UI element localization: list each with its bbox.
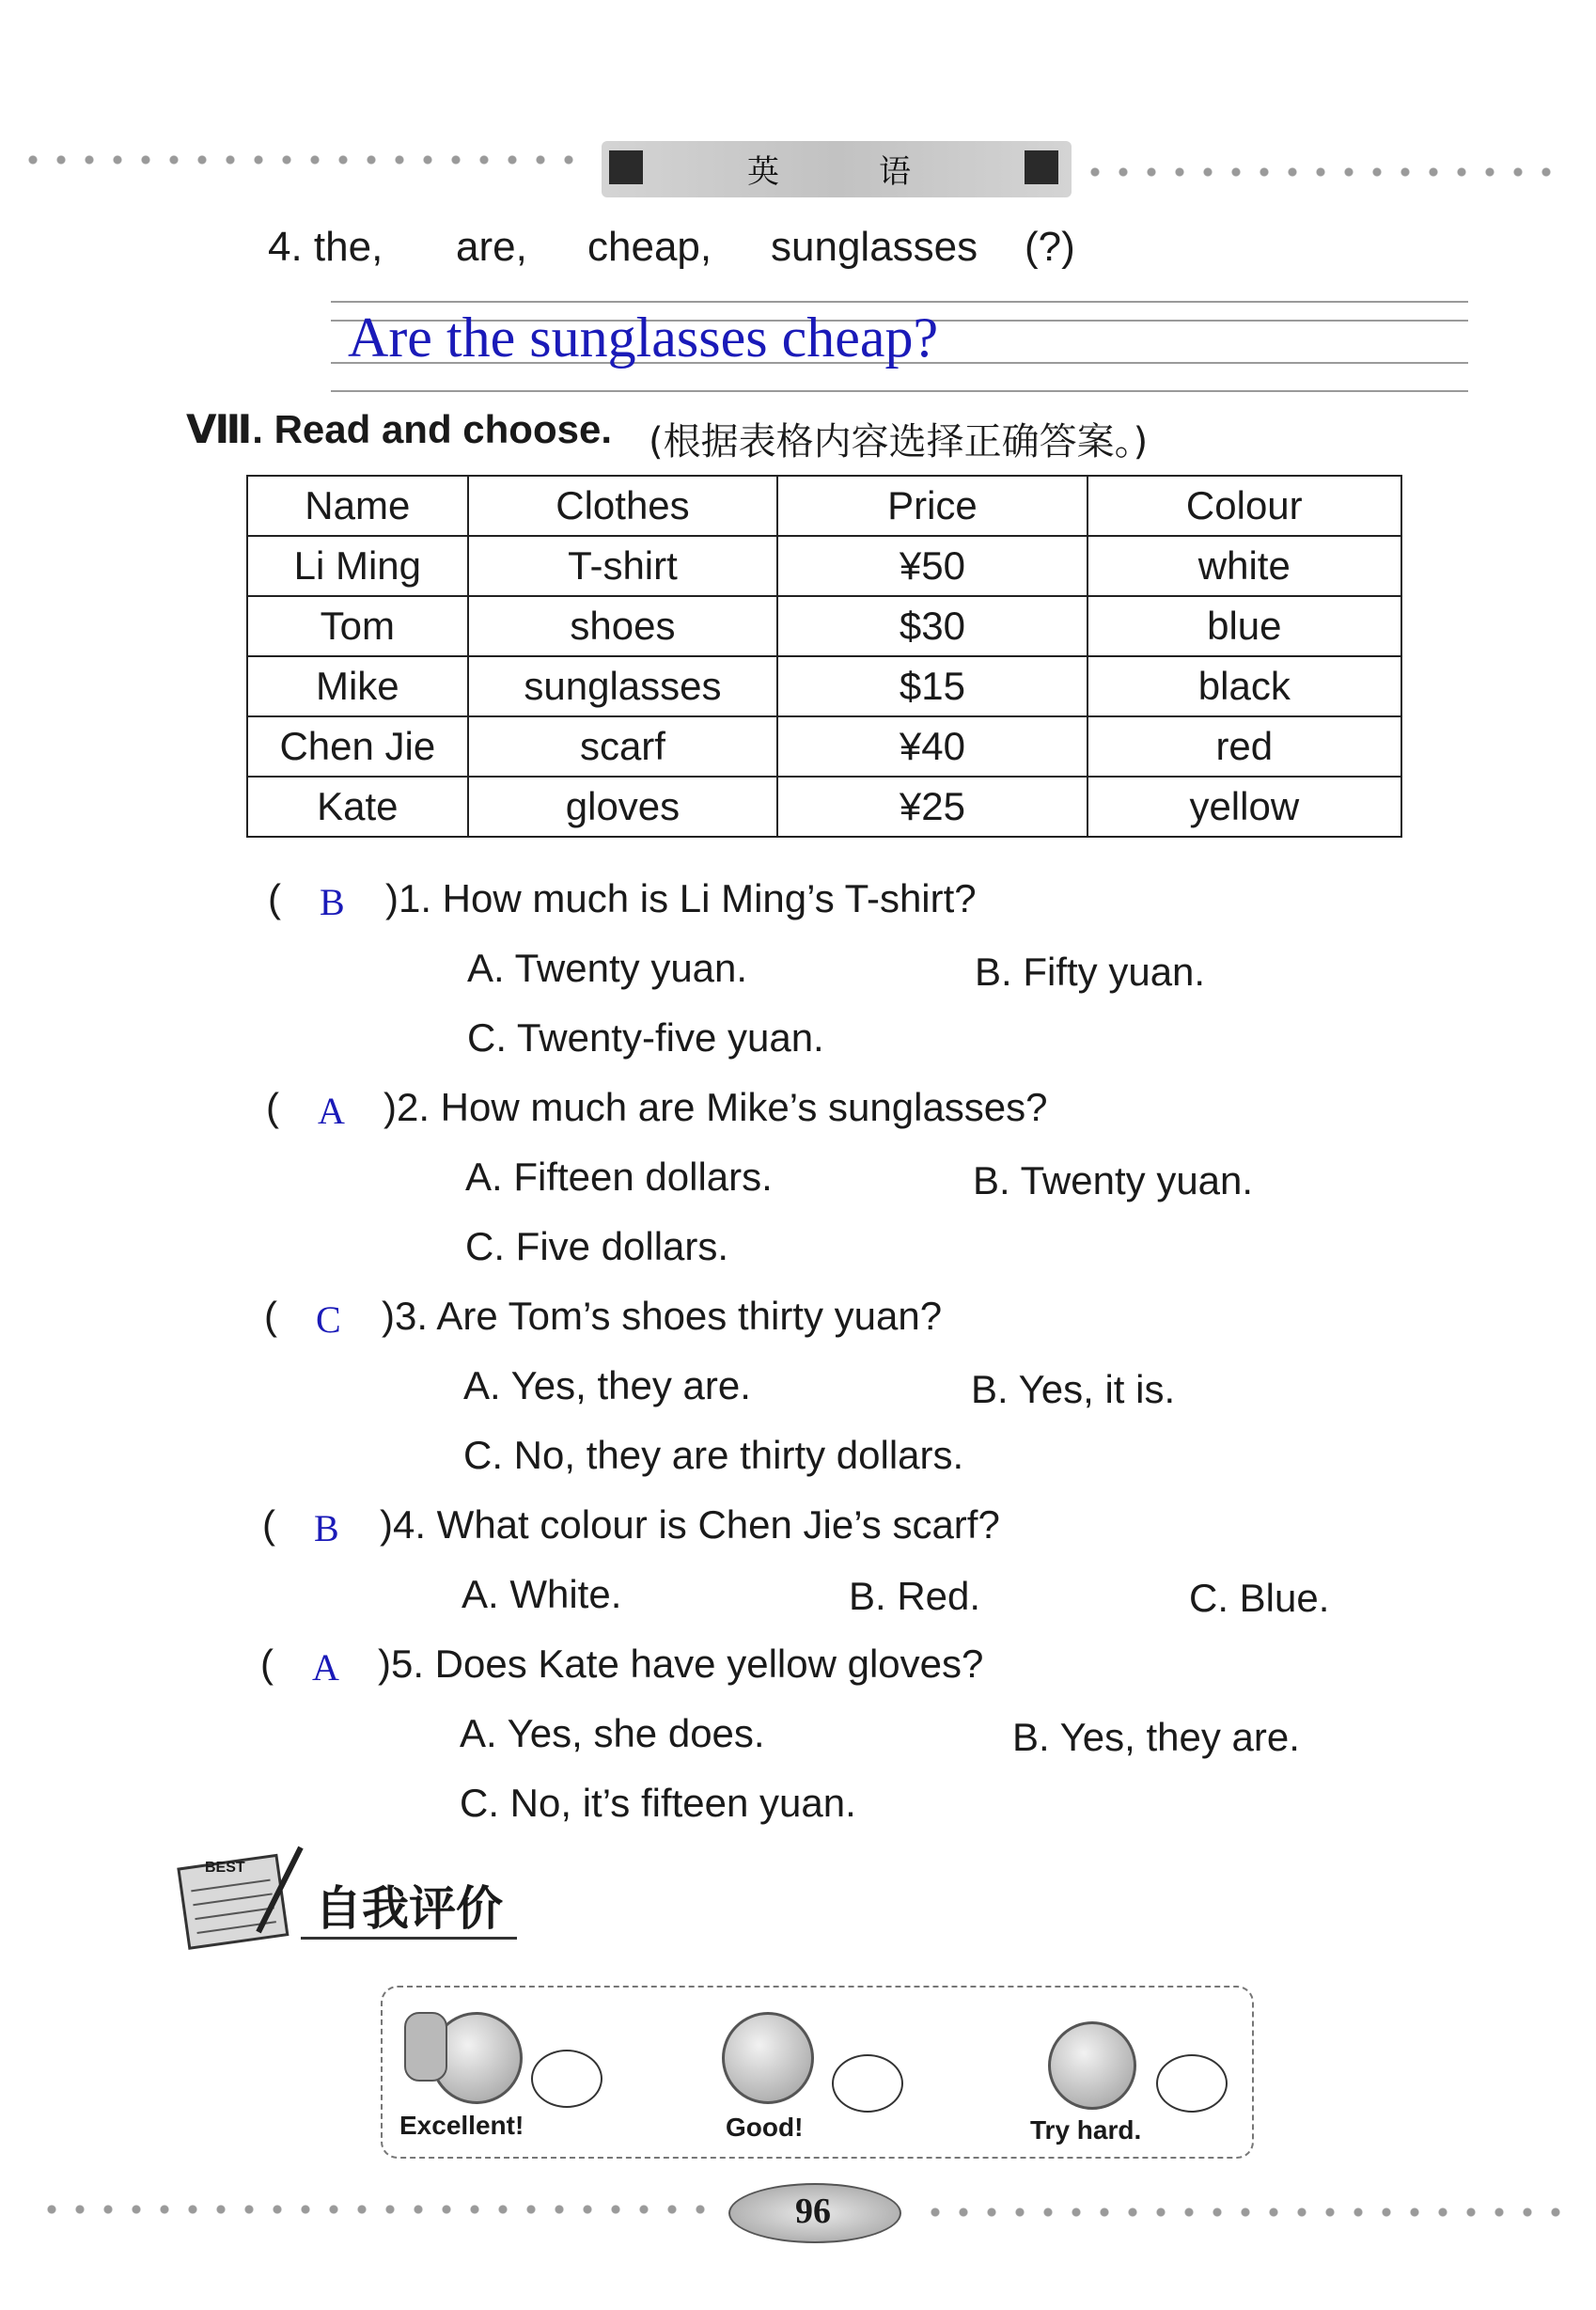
table-row <box>247 536 1401 596</box>
table-cell: shoes <box>468 596 778 656</box>
table-header-cell: Colour <box>1087 476 1401 536</box>
option-b[interactable]: B. Fifty yuan. <box>975 950 1206 994</box>
q4-answer: Are the sunglasses cheap? <box>348 306 939 369</box>
question-text: )1. How much is Li Ming’s T-shirt? <box>385 876 977 920</box>
page-number: 96 <box>795 2192 831 2231</box>
question-text: )4. What colour is Chen Jie’s scarf? <box>380 1502 1000 1547</box>
table-cell: $30 <box>777 596 1087 656</box>
table-row <box>247 777 1401 837</box>
answer-paren: ( <box>264 1294 277 1338</box>
rating-circle-excellent[interactable] <box>531 2050 602 2108</box>
header-dots-right <box>1081 167 1551 177</box>
answer-paren: ( <box>268 876 281 920</box>
table-cell: $15 <box>777 656 1087 716</box>
table-row <box>247 716 1401 777</box>
table-header-row <box>247 476 1401 536</box>
section-subtitle: (根据表格内容选择正确答案。) <box>649 420 1149 464</box>
clothes-table <box>246 475 1402 838</box>
self-eval-underline <box>301 1937 517 1940</box>
table-cell: ¥40 <box>777 716 1087 777</box>
option-c[interactable]: C. Five dollars. <box>465 1224 729 1268</box>
table-row <box>247 596 1401 656</box>
table-row <box>247 656 1401 716</box>
option-a[interactable]: A. Twenty yuan. <box>467 946 748 990</box>
option-a[interactable]: A. Yes, she does. <box>460 1711 765 1755</box>
option-c[interactable]: C. No, they are thirty dollars. <box>463 1433 964 1477</box>
table-cell: ¥25 <box>777 777 1087 837</box>
table-cell: Kate <box>247 777 468 837</box>
answer-letter[interactable]: C <box>316 1298 341 1341</box>
option-c[interactable]: C. Blue. <box>1189 1576 1330 1620</box>
table-cell: black <box>1087 656 1401 716</box>
option-b[interactable]: B. Twenty yuan. <box>973 1158 1254 1202</box>
answer-letter[interactable]: A <box>312 1646 339 1689</box>
q4-word: (?) <box>1025 224 1075 270</box>
header-band <box>602 141 1072 197</box>
section-title: Ⅷ. Read and choose. <box>186 407 612 451</box>
label-try-hard: Try hard. <box>1030 2115 1142 2145</box>
q4-word: are, <box>456 224 527 270</box>
q4-word: 4. the, <box>268 224 383 270</box>
option-b[interactable]: B. Yes, they are. <box>1012 1715 1300 1759</box>
try-hard-face-icon <box>1048 2021 1136 2110</box>
smiley-face-icon <box>722 2012 814 2104</box>
table-cell: scarf <box>468 716 778 777</box>
answer-letter[interactable]: B <box>314 1507 339 1549</box>
footer-dots-left <box>38 2205 714 2214</box>
table-cell: Mike <box>247 656 468 716</box>
table-header-cell: Price <box>777 476 1087 536</box>
header-dots-left <box>19 155 583 165</box>
option-b[interactable]: B. Red. <box>849 1574 981 1618</box>
table-header-cell: Clothes <box>468 476 778 536</box>
question-text: )3. Are Tom’s shoes thirty yuan? <box>382 1294 943 1338</box>
table-cell: sunglasses <box>468 656 778 716</box>
rating-circle-good[interactable] <box>832 2054 903 2113</box>
table-cell: Chen Jie <box>247 716 468 777</box>
q4-word: sunglasses <box>771 224 978 270</box>
q4-word: cheap, <box>587 224 712 270</box>
self-eval-title: 自我评价 <box>315 1880 503 1936</box>
option-a[interactable]: A. White. <box>462 1572 622 1616</box>
answer-paren: ( <box>266 1085 279 1129</box>
header-book-icon-right <box>1025 150 1058 184</box>
header-subject-right: 语 <box>879 153 911 191</box>
footer-dots-right <box>921 2208 1579 2217</box>
table-cell: white <box>1087 536 1401 596</box>
answer-paren: ( <box>262 1502 275 1547</box>
table-cell: T-shirt <box>468 536 778 596</box>
table-cell: gloves <box>468 777 778 837</box>
thumb-icon <box>404 2012 447 2082</box>
writing-rule <box>331 390 1468 392</box>
table-cell: Li Ming <box>247 536 468 596</box>
table-cell: Tom <box>247 596 468 656</box>
label-excellent: Excellent! <box>399 2111 524 2140</box>
answer-letter[interactable]: A <box>318 1090 345 1132</box>
question-text: )5. Does Kate have yellow gloves? <box>378 1642 984 1686</box>
table-cell: blue <box>1087 596 1401 656</box>
question-text: )2. How much are Mike’s sunglasses? <box>383 1085 1048 1129</box>
answer-letter[interactable]: B <box>320 881 345 923</box>
option-a[interactable]: A. Fifteen dollars. <box>465 1155 773 1199</box>
table-header-cell: Name <box>247 476 468 536</box>
header-subject-left: 英 <box>747 153 779 191</box>
option-b[interactable]: B. Yes, it is. <box>971 1367 1176 1411</box>
answer-paren: ( <box>260 1642 274 1686</box>
label-good: Good! <box>726 2113 804 2142</box>
table-cell: red <box>1087 716 1401 777</box>
rating-circle-try-hard[interactable] <box>1156 2054 1228 2113</box>
header-book-icon <box>609 150 643 184</box>
option-c[interactable]: C. Twenty-five yuan. <box>467 1015 824 1060</box>
table-cell: yellow <box>1087 777 1401 837</box>
option-a[interactable]: A. Yes, they are. <box>463 1363 751 1407</box>
table-cell: ¥50 <box>777 536 1087 596</box>
best-badge: BEST <box>205 1860 245 1876</box>
option-c[interactable]: C. No, it’s fifteen yuan. <box>460 1781 856 1825</box>
writing-rule <box>331 301 1468 303</box>
